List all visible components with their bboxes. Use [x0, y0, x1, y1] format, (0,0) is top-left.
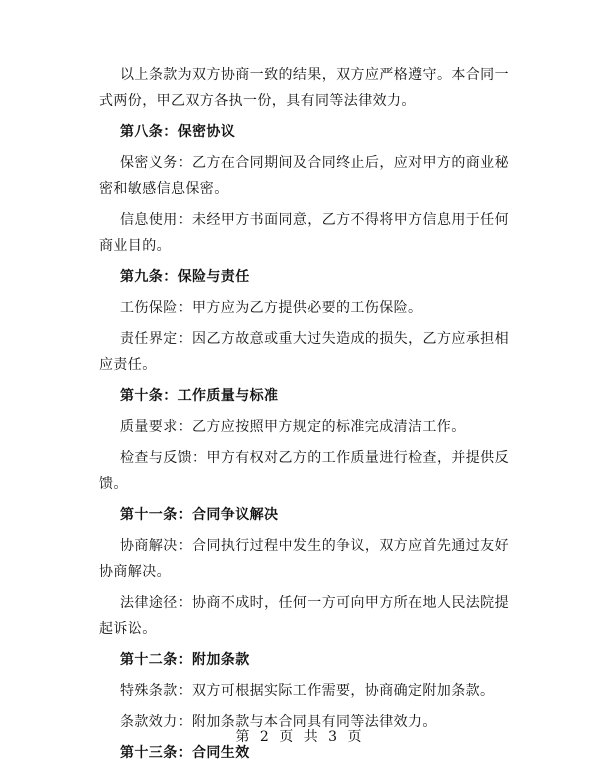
document-body	[99, 62, 509, 771]
paragraph-inspection-feedback: 检查与反馈：甲方有权对乙方的工作质量进行检查，并提供反馈。	[99, 450, 509, 492]
paragraph-terms-validity: 条款效力：附加条款与本合同具有同等法律效力。	[120, 714, 437, 730]
paragraph-liability-definition: 责任界定：因乙方故意或重大过失造成的损失，乙方应承担相应责任。	[99, 331, 509, 373]
paragraph-confidentiality-duty: 保密义务：乙方在合同期间及合同终止后，应对甲方的商业秘密和敏感信息保密。	[99, 155, 509, 197]
paragraph-legal-route: 法律途径：协商不成时，任何一方可向甲方所在地人民法院提起诉讼。	[99, 595, 509, 637]
heading-article-11: 第十一条：合同争议解决	[120, 507, 279, 523]
paragraph-information-use: 信息使用：未经甲方书面同意，乙方不得将甲方信息用于任何商业目的。	[99, 212, 509, 254]
paragraph-work-injury-insurance: 工伤保险：甲方应为乙方提供必要的工伤保险。	[120, 300, 423, 316]
paragraph-closing-terms: 以上条款为双方协商一致的结果，双方应严格遵守。本合同一式两份，甲乙双方各执一份，具有同等法律效力。	[99, 67, 509, 109]
heading-article-12: 第十二条：附加条款	[120, 652, 250, 668]
paragraph-negotiation: 协商解决：合同执行过程中发生的争议，双方应首先通过友好协商解决。	[99, 538, 509, 580]
heading-article-13: 第十三条：合同生效	[120, 745, 250, 761]
heading-article-8: 第八条：保密协议	[120, 124, 236, 140]
page-number-footer: 第 2 页 共 3 页	[235, 729, 365, 745]
paragraph-quality-requirement: 质量要求：乙方应按照甲方规定的标准完成清洁工作。	[120, 419, 466, 435]
heading-article-10: 第十条：工作质量与标准	[120, 388, 279, 404]
paragraph-special-terms: 特殊条款：双方可根据实际工作需要，协商确定附加条款。	[120, 683, 495, 699]
heading-article-9: 第九条：保险与责任	[120, 269, 250, 285]
